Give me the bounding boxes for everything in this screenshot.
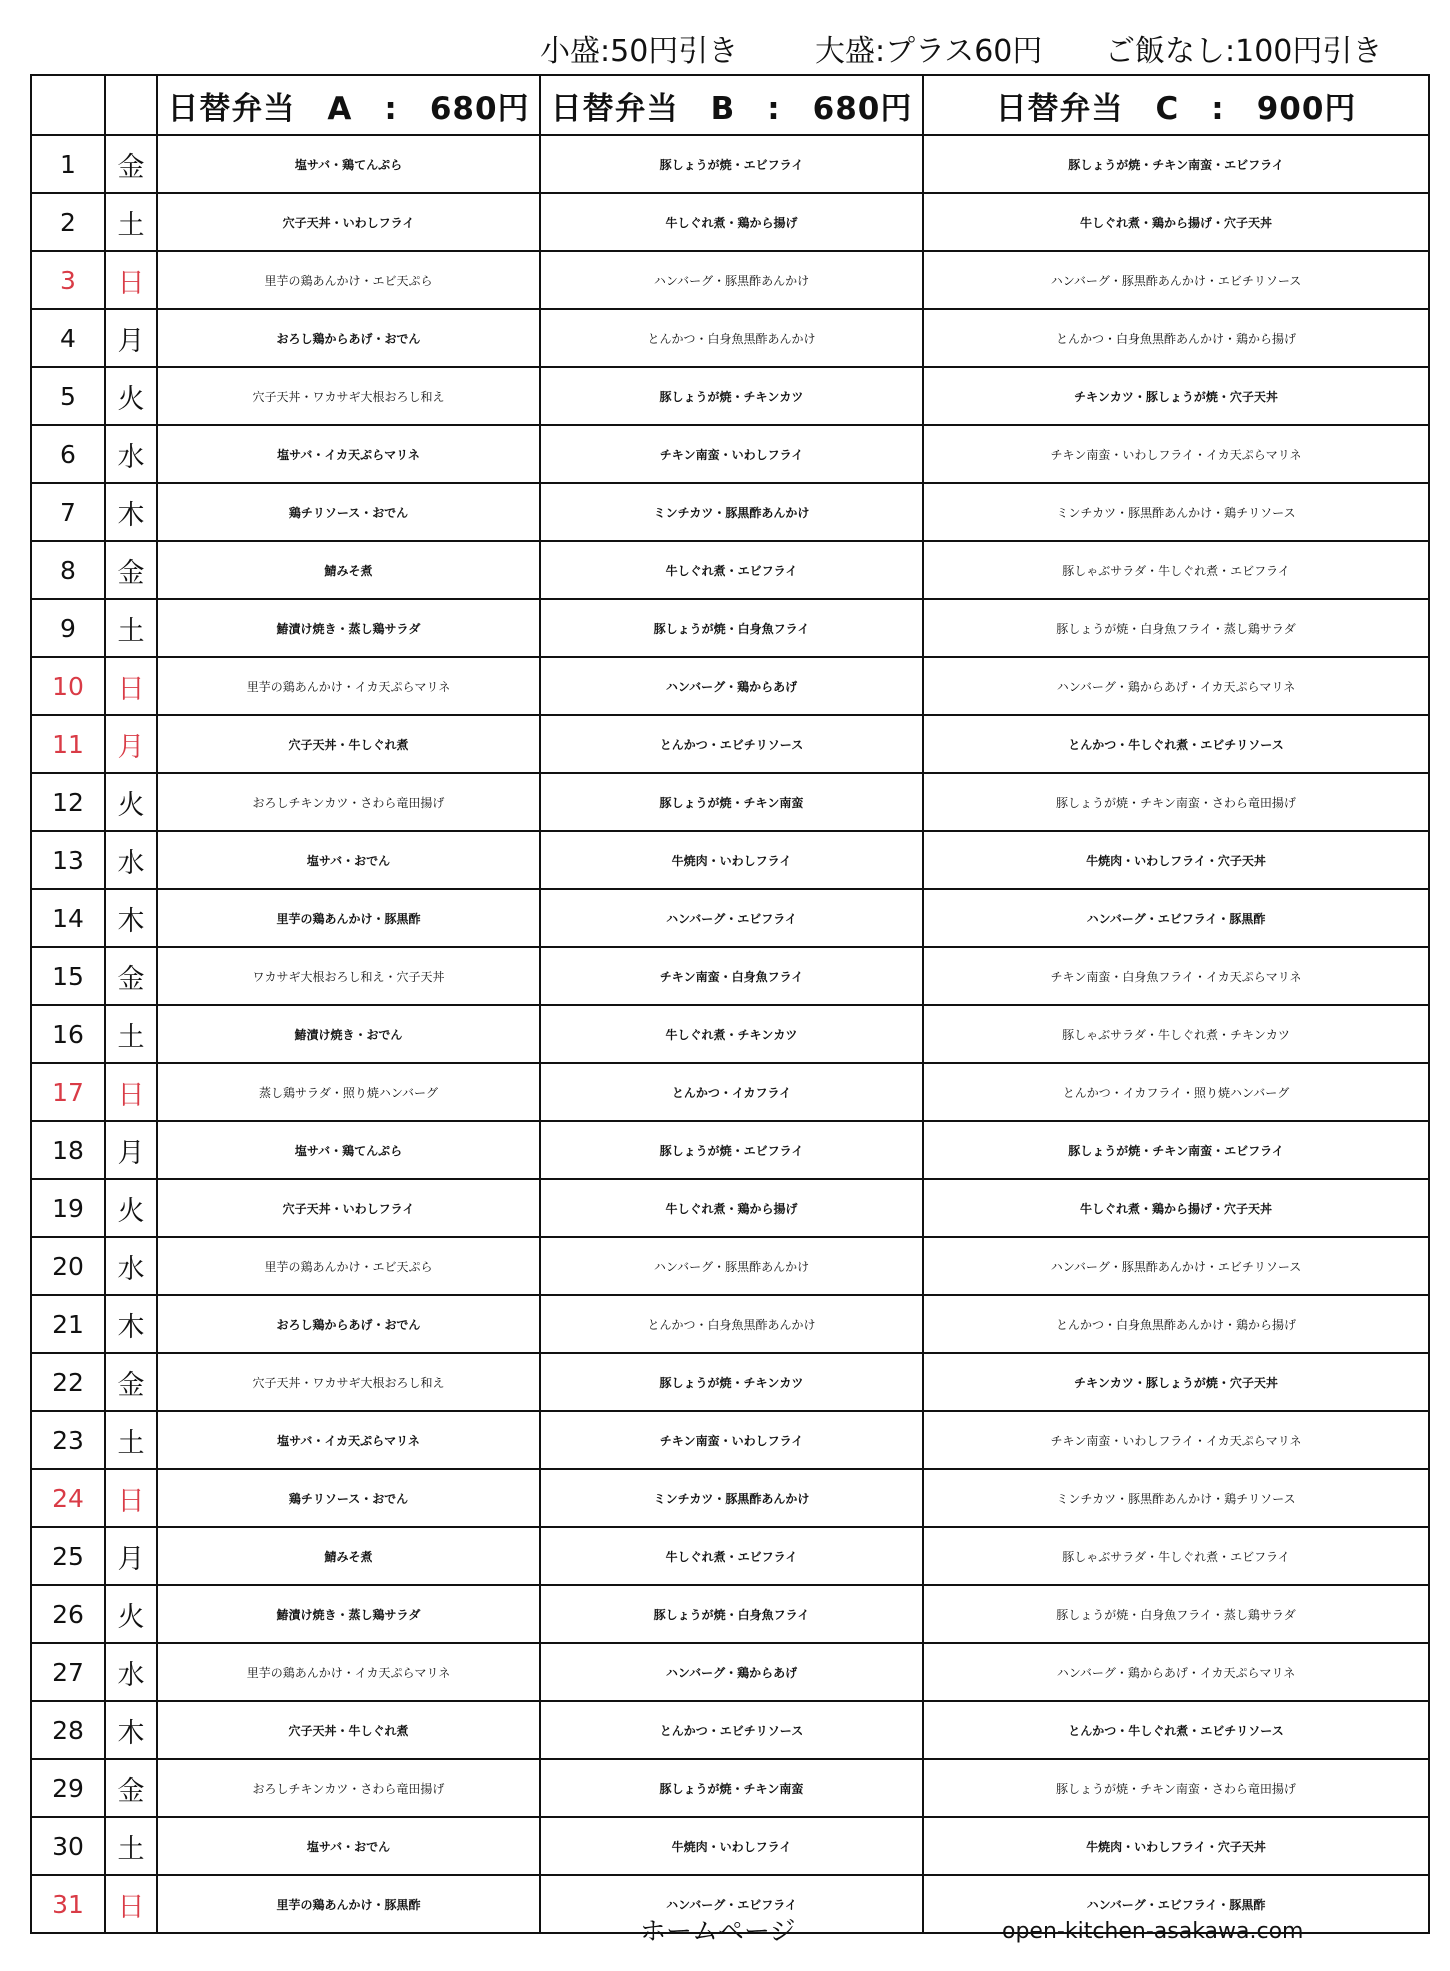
bento-a-dish: ワカサギ大根おろし和え・穴子天丼	[157, 947, 540, 1005]
table-row	[31, 483, 1429, 541]
day-number: 15	[31, 947, 105, 1005]
website-url: open-kitchen-asakawa.com	[1002, 1919, 1304, 1944]
header-weekday-cell	[105, 75, 157, 135]
table-row	[31, 1005, 1429, 1063]
bento-b-dish: とんかつ・イカフライ	[540, 1063, 923, 1121]
bento-c-dish: とんかつ・白身魚黒酢あんかけ・鶏から揚げ	[923, 1295, 1429, 1353]
weekday: 水	[105, 831, 157, 889]
table-row	[31, 1237, 1429, 1295]
table-row	[31, 1817, 1429, 1875]
bento-c-dish: ハンバーグ・豚黒酢あんかけ・エビチリソース	[923, 1237, 1429, 1295]
table-row	[31, 1063, 1429, 1121]
weekday: 金	[105, 541, 157, 599]
bento-a-dish: 里芋の鶏あんかけ・イカ天ぷらマリネ	[157, 1643, 540, 1701]
header-day-cell	[31, 75, 105, 135]
bento-menu-table	[30, 74, 1430, 1934]
weekday: 水	[105, 1237, 157, 1295]
bento-b-dish: チキン南蛮・白身魚フライ	[540, 947, 923, 1005]
day-number: 9	[31, 599, 105, 657]
day-number: 6	[31, 425, 105, 483]
bento-c-dish: 牛しぐれ煮・鶏から揚げ・穴子天丼	[923, 1179, 1429, 1237]
weekday: 日	[105, 251, 157, 309]
bento-b-dish: 牛焼肉・いわしフライ	[540, 831, 923, 889]
weekday: 火	[105, 367, 157, 425]
table-row	[31, 193, 1429, 251]
bento-c-dish: 豚しゃぶサラダ・牛しぐれ煮・エビフライ	[923, 1527, 1429, 1585]
weekday: 木	[105, 1701, 157, 1759]
table-row	[31, 1295, 1429, 1353]
bento-c-dish: とんかつ・白身魚黒酢あんかけ・鶏から揚げ	[923, 309, 1429, 367]
header-bento-c: 日替弁当 C : 900円	[923, 75, 1429, 135]
bento-a-dish: おろしチキンカツ・さわら竜田揚げ	[157, 773, 540, 831]
day-number: 27	[31, 1643, 105, 1701]
bento-c-dish: ハンバーグ・鶏からあげ・イカ天ぷらマリネ	[923, 657, 1429, 715]
bento-c-dish: チキン南蛮・いわしフライ・イカ天ぷらマリネ	[923, 425, 1429, 483]
bento-a-dish: 穴子天丼・いわしフライ	[157, 193, 540, 251]
bento-c-dish: 牛焼肉・いわしフライ・穴子天丼	[923, 831, 1429, 889]
weekday: 土	[105, 193, 157, 251]
bento-a-dish: 鰆漬け焼き・おでん	[157, 1005, 540, 1063]
bento-a-dish: 鯖みそ煮	[157, 541, 540, 599]
day-number: 26	[31, 1585, 105, 1643]
bento-a-dish: 里芋の鶏あんかけ・豚黒酢	[157, 889, 540, 947]
bento-a-dish: 鰆漬け焼き・蒸し鶏サラダ	[157, 599, 540, 657]
bento-b-dish: 牛しぐれ煮・チキンカツ	[540, 1005, 923, 1063]
day-number: 12	[31, 773, 105, 831]
bento-c-dish: 豚しょうが焼・白身魚フライ・蒸し鶏サラダ	[923, 599, 1429, 657]
day-number: 11	[31, 715, 105, 773]
weekday: 木	[105, 483, 157, 541]
day-number: 7	[31, 483, 105, 541]
bento-c-dish: とんかつ・イカフライ・照り焼ハンバーグ	[923, 1063, 1429, 1121]
bento-c-dish: 豚しょうが焼・チキン南蛮・エビフライ	[923, 135, 1429, 193]
bento-a-dish: 里芋の鶏あんかけ・エビ天ぷら	[157, 1237, 540, 1295]
bento-b-dish: チキン南蛮・いわしフライ	[540, 1411, 923, 1469]
weekday: 土	[105, 1817, 157, 1875]
bento-a-dish: 里芋の鶏あんかけ・豚黒酢	[157, 1875, 540, 1933]
table-row	[31, 947, 1429, 1005]
bento-b-dish: 豚しょうが焼・チキンカツ	[540, 367, 923, 425]
bento-b-dish: 豚しょうが焼・白身魚フライ	[540, 599, 923, 657]
bento-a-dish: 穴子天丼・いわしフライ	[157, 1179, 540, 1237]
weekday: 日	[105, 1469, 157, 1527]
weekday: 水	[105, 1643, 157, 1701]
bento-a-dish: 鶏チリソース・おでん	[157, 1469, 540, 1527]
bento-b-dish: 豚しょうが焼・チキン南蛮	[540, 773, 923, 831]
day-number: 25	[31, 1527, 105, 1585]
bento-c-dish: 牛しぐれ煮・鶏から揚げ・穴子天丼	[923, 193, 1429, 251]
menu-rows	[31, 135, 1429, 1933]
weekday: 月	[105, 1527, 157, 1585]
day-number: 2	[31, 193, 105, 251]
bento-b-dish: ハンバーグ・鶏からあげ	[540, 1643, 923, 1701]
pricing-notes	[540, 34, 1420, 70]
day-number: 16	[31, 1005, 105, 1063]
table-row	[31, 773, 1429, 831]
table-row	[31, 1701, 1429, 1759]
table-row	[31, 1411, 1429, 1469]
day-number: 17	[31, 1063, 105, 1121]
bento-c-dish: 豚しょうが焼・チキン南蛮・エビフライ	[923, 1121, 1429, 1179]
bento-c-dish: 牛焼肉・いわしフライ・穴子天丼	[923, 1817, 1429, 1875]
day-number: 19	[31, 1179, 105, 1237]
bento-a-dish: 塩サバ・おでん	[157, 831, 540, 889]
bento-b-dish: 豚しょうが焼・エビフライ	[540, 135, 923, 193]
bento-c-dish: 豚しゃぶサラダ・牛しぐれ煮・チキンカツ	[923, 1005, 1429, 1063]
table-row	[31, 1353, 1429, 1411]
bento-a-dish: 塩サバ・鶏てんぷら	[157, 1121, 540, 1179]
bento-b-dish: 牛しぐれ煮・エビフライ	[540, 1527, 923, 1585]
day-number: 10	[31, 657, 105, 715]
weekday: 金	[105, 1353, 157, 1411]
header-bento-a: 日替弁当 A : 680円	[157, 75, 540, 135]
footer	[0, 1912, 1450, 1952]
bento-c-dish: とんかつ・牛しぐれ煮・エビチリソース	[923, 715, 1429, 773]
day-number: 14	[31, 889, 105, 947]
weekday: 土	[105, 599, 157, 657]
bento-b-dish: ハンバーグ・エビフライ	[540, 889, 923, 947]
table-row	[31, 309, 1429, 367]
bento-a-dish: 鯖みそ煮	[157, 1527, 540, 1585]
table-row	[31, 657, 1429, 715]
bento-a-dish: 塩サバ・イカ天ぷらマリネ	[157, 1411, 540, 1469]
weekday: 金	[105, 947, 157, 1005]
header-bento-b: 日替弁当 B : 680円	[540, 75, 923, 135]
day-number: 31	[31, 1875, 105, 1933]
day-number: 8	[31, 541, 105, 599]
table-row	[31, 1121, 1429, 1179]
weekday: 日	[105, 1875, 157, 1933]
table-row	[31, 599, 1429, 657]
bento-b-dish: ミンチカツ・豚黒酢あんかけ	[540, 483, 923, 541]
bento-a-dish: 塩サバ・イカ天ぷらマリネ	[157, 425, 540, 483]
weekday: 日	[105, 1063, 157, 1121]
bento-b-dish: とんかつ・白身魚黒酢あんかけ	[540, 309, 923, 367]
table-row	[31, 889, 1429, 947]
table-row	[31, 831, 1429, 889]
weekday: 火	[105, 1179, 157, 1237]
table-row	[31, 715, 1429, 773]
weekday: 水	[105, 425, 157, 483]
bento-c-dish: ミンチカツ・豚黒酢あんかけ・鶏チリソース	[923, 483, 1429, 541]
bento-a-dish: 塩サバ・鶏てんぷら	[157, 135, 540, 193]
bento-a-dish: 蒸し鶏サラダ・照り焼ハンバーグ	[157, 1063, 540, 1121]
bento-c-dish: チキンカツ・豚しょうが焼・穴子天丼	[923, 1353, 1429, 1411]
bento-b-dish: ハンバーグ・エビフライ	[540, 1875, 923, 1933]
table-row	[31, 135, 1429, 193]
day-number: 1	[31, 135, 105, 193]
bento-b-dish: とんかつ・エビチリソース	[540, 1701, 923, 1759]
bento-c-dish: 豚しゃぶサラダ・牛しぐれ煮・エビフライ	[923, 541, 1429, 599]
day-number: 5	[31, 367, 105, 425]
bento-b-dish: ミンチカツ・豚黒酢あんかけ	[540, 1469, 923, 1527]
bento-a-dish: 穴子天丼・ワカサギ大根おろし和え	[157, 1353, 540, 1411]
bento-b-dish: 豚しょうが焼・白身魚フライ	[540, 1585, 923, 1643]
bento-b-dish: ハンバーグ・鶏からあげ	[540, 657, 923, 715]
header-row	[31, 75, 1429, 135]
weekday: 日	[105, 657, 157, 715]
bento-b-dish: 豚しょうが焼・エビフライ	[540, 1121, 923, 1179]
table-row	[31, 425, 1429, 483]
bento-b-dish: 豚しょうが焼・チキンカツ	[540, 1353, 923, 1411]
bento-c-dish: ハンバーグ・エビフライ・豚黒酢	[923, 1875, 1429, 1933]
bento-a-dish: 塩サバ・おでん	[157, 1817, 540, 1875]
weekday: 月	[105, 715, 157, 773]
day-number: 18	[31, 1121, 105, 1179]
day-number: 4	[31, 309, 105, 367]
bento-c-dish: ハンバーグ・豚黒酢あんかけ・エビチリソース	[923, 251, 1429, 309]
bento-c-dish: 豚しょうが焼・チキン南蛮・さわら竜田揚げ	[923, 1759, 1429, 1817]
day-number: 13	[31, 831, 105, 889]
bento-b-dish: 牛焼肉・いわしフライ	[540, 1817, 923, 1875]
bento-a-dish: 鰆漬け焼き・蒸し鶏サラダ	[157, 1585, 540, 1643]
bento-c-dish: チキン南蛮・いわしフライ・イカ天ぷらマリネ	[923, 1411, 1429, 1469]
bento-b-dish: とんかつ・エビチリソース	[540, 715, 923, 773]
bento-c-dish: 豚しょうが焼・白身魚フライ・蒸し鶏サラダ	[923, 1585, 1429, 1643]
bento-c-dish: チキンカツ・豚しょうが焼・穴子天丼	[923, 367, 1429, 425]
day-number: 29	[31, 1759, 105, 1817]
weekday: 火	[105, 1585, 157, 1643]
bento-b-dish: 牛しぐれ煮・鶏から揚げ	[540, 1179, 923, 1237]
day-number: 3	[31, 251, 105, 309]
day-number: 20	[31, 1237, 105, 1295]
bento-a-dish: 穴子天丼・牛しぐれ煮	[157, 715, 540, 773]
table-row	[31, 1585, 1429, 1643]
table-row	[31, 1469, 1429, 1527]
bento-c-dish: とんかつ・牛しぐれ煮・エビチリソース	[923, 1701, 1429, 1759]
weekday: 金	[105, 135, 157, 193]
bento-b-dish: 豚しょうが焼・チキン南蛮	[540, 1759, 923, 1817]
bento-b-dish: チキン南蛮・いわしフライ	[540, 425, 923, 483]
no-rice-note: ご飯なし:100円引き	[1105, 34, 1383, 69]
bento-a-dish: おろしチキンカツ・さわら竜田揚げ	[157, 1759, 540, 1817]
bento-b-dish: とんかつ・白身魚黒酢あんかけ	[540, 1295, 923, 1353]
bento-a-dish: 穴子天丼・ワカサギ大根おろし和え	[157, 367, 540, 425]
bento-c-dish: 豚しょうが焼・チキン南蛮・さわら竜田揚げ	[923, 773, 1429, 831]
bento-a-dish: おろし鶏からあげ・おでん	[157, 1295, 540, 1353]
table-row	[31, 1527, 1429, 1585]
table-row	[31, 367, 1429, 425]
bento-c-dish: ミンチカツ・豚黒酢あんかけ・鶏チリソース	[923, 1469, 1429, 1527]
bento-a-dish: 里芋の鶏あんかけ・エビ天ぷら	[157, 251, 540, 309]
bento-b-dish: 牛しぐれ煮・鶏から揚げ	[540, 193, 923, 251]
bento-c-dish: チキン南蛮・白身魚フライ・イカ天ぷらマリネ	[923, 947, 1429, 1005]
weekday: 土	[105, 1005, 157, 1063]
weekday: 土	[105, 1411, 157, 1469]
day-number: 22	[31, 1353, 105, 1411]
day-number: 30	[31, 1817, 105, 1875]
bento-c-dish: ハンバーグ・鶏からあげ・イカ天ぷらマリネ	[923, 1643, 1429, 1701]
weekday: 月	[105, 1121, 157, 1179]
weekday: 木	[105, 889, 157, 947]
table-row	[31, 251, 1429, 309]
bento-b-dish: ハンバーグ・豚黒酢あんかけ	[540, 251, 923, 309]
bento-c-dish: ハンバーグ・エビフライ・豚黒酢	[923, 889, 1429, 947]
weekday: 金	[105, 1759, 157, 1817]
day-number: 28	[31, 1701, 105, 1759]
table-row	[31, 1179, 1429, 1237]
small-portion-note: 小盛:50円引き	[540, 34, 739, 69]
day-number: 24	[31, 1469, 105, 1527]
weekday: 木	[105, 1295, 157, 1353]
bento-b-dish: 牛しぐれ煮・エビフライ	[540, 541, 923, 599]
weekday: 月	[105, 309, 157, 367]
day-number: 23	[31, 1411, 105, 1469]
table-row	[31, 541, 1429, 599]
bento-b-dish: ハンバーグ・豚黒酢あんかけ	[540, 1237, 923, 1295]
weekday: 火	[105, 773, 157, 831]
large-portion-note: 大盛:プラス60円	[815, 34, 1043, 69]
bento-a-dish: 穴子天丼・牛しぐれ煮	[157, 1701, 540, 1759]
bento-a-dish: 里芋の鶏あんかけ・イカ天ぷらマリネ	[157, 657, 540, 715]
table-row	[31, 1759, 1429, 1817]
homepage-label: ホームページ	[640, 1917, 796, 1947]
day-number: 21	[31, 1295, 105, 1353]
bento-a-dish: 鶏チリソース・おでん	[157, 483, 540, 541]
table-row	[31, 1643, 1429, 1701]
bento-a-dish: おろし鶏からあげ・おでん	[157, 309, 540, 367]
